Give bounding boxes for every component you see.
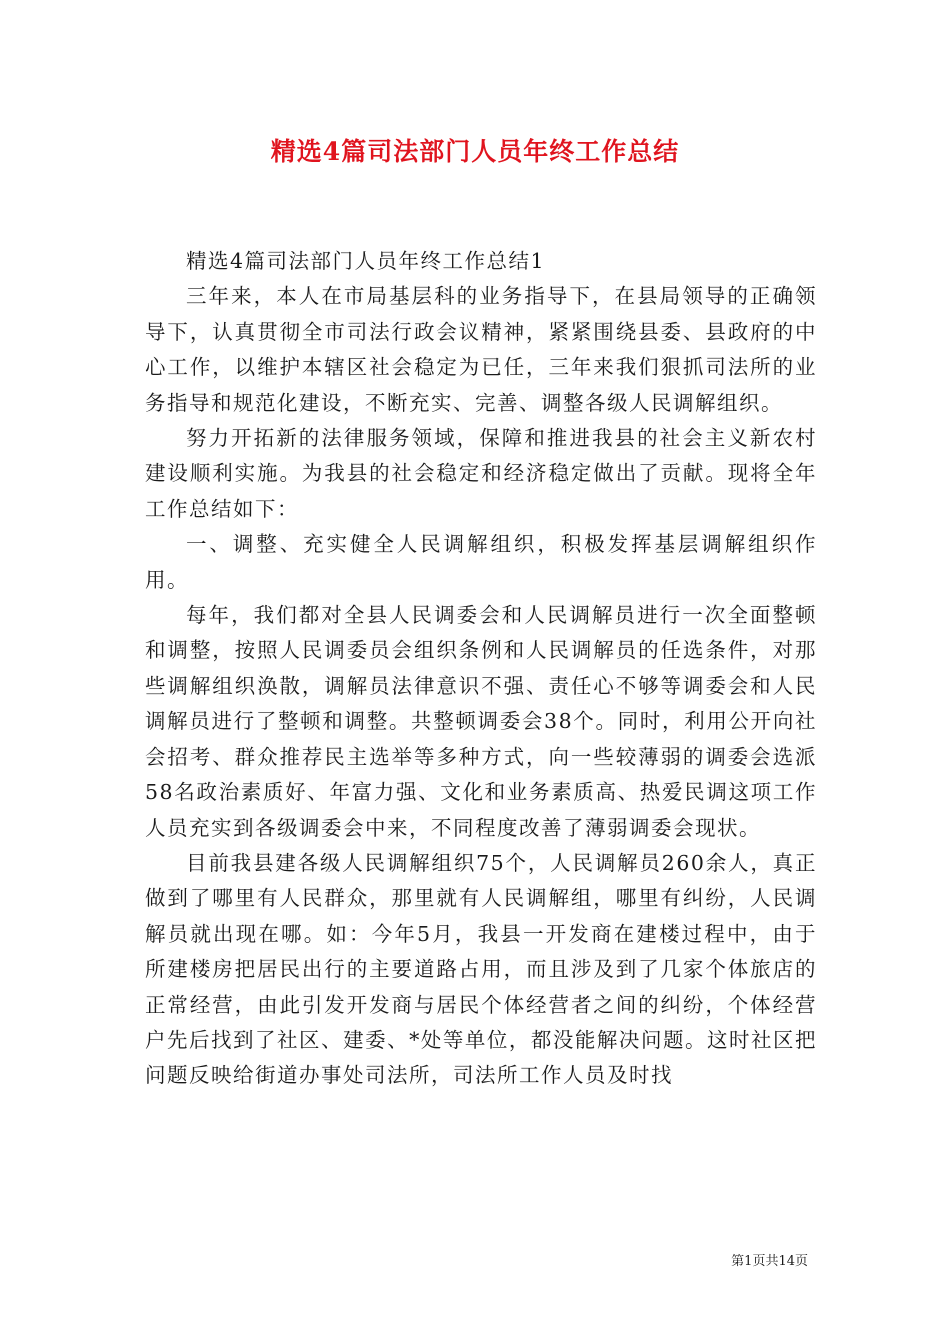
page-number: 第1页共14页 [731, 1254, 808, 1269]
section-heading: 精选4篇司法部门人员年终工作总结1 [186, 249, 546, 273]
paragraph-5: 目前我县建各级人民调解组织75个，人民调解员260余人，真正做到了哪里有人民群众，那里就有人民调解组，哪里有纠纷，人民调解员就出现在哪。如：今年5月，我县一开发商在建楼过程中，由于所建楼房把居民出行的主要道路占用，而且涉及到了几家个体旅店的正常经营，由此引发开发商与居民个体经营者之间的纠纷，个体经营户先后找到了社区、建委、*处等单位，都没能解决问题。这时社区把问题反映给街道办事处司法所，司法所工作人员及时找 [145, 850, 817, 1088]
page-title: 精选4篇司法部门人员年终工作总结 [270, 137, 680, 166]
paragraph-4: 每年，我们都对全县人民调委会和人民调解员进行一次全面整顿和调整，按照人民调委员会组织条例和人民调解员的任选条件，对那些调解组织涣散，调解员法律意识不强、责任心不够等调委会和人民调解员进行了整顿和调整。共整顿调委会38个。同时，利用公开向社会招考、群众推荐民主选举等多种方式，向一些较薄弱的调委会选派58名政治素质好、年富力强、文化和业务素质高、热爱民调这项工作人员充实到各级调委会中来，不同程度改善了薄弱调委会现状。 [145, 603, 817, 840]
paragraph-2: 努力开拓新的法律服务领域，保障和推进我县的社会主义新农村建设顺利实施。为我县的社会稳定和经济稳定做出了贡献。现将全年工作总结如下： [145, 426, 817, 521]
document-body [145, 244, 817, 1094]
paragraph-3: 一、调整、充实健全人民调解组织，积极发挥基层调解组织作用。 [145, 532, 817, 592]
paragraph-1: 三年来，本人在市局基层科的业务指导下，在县局领导的正确领导下，认真贯彻全市司法行政会议精神，紧紧围绕县委、县政府的中心工作，以维护本辖区社会稳定为已任，三年来我们狠抓司法所的业务指导和规范化建设，不断充实、完善、调整各级人民调解组织。 [145, 284, 817, 415]
